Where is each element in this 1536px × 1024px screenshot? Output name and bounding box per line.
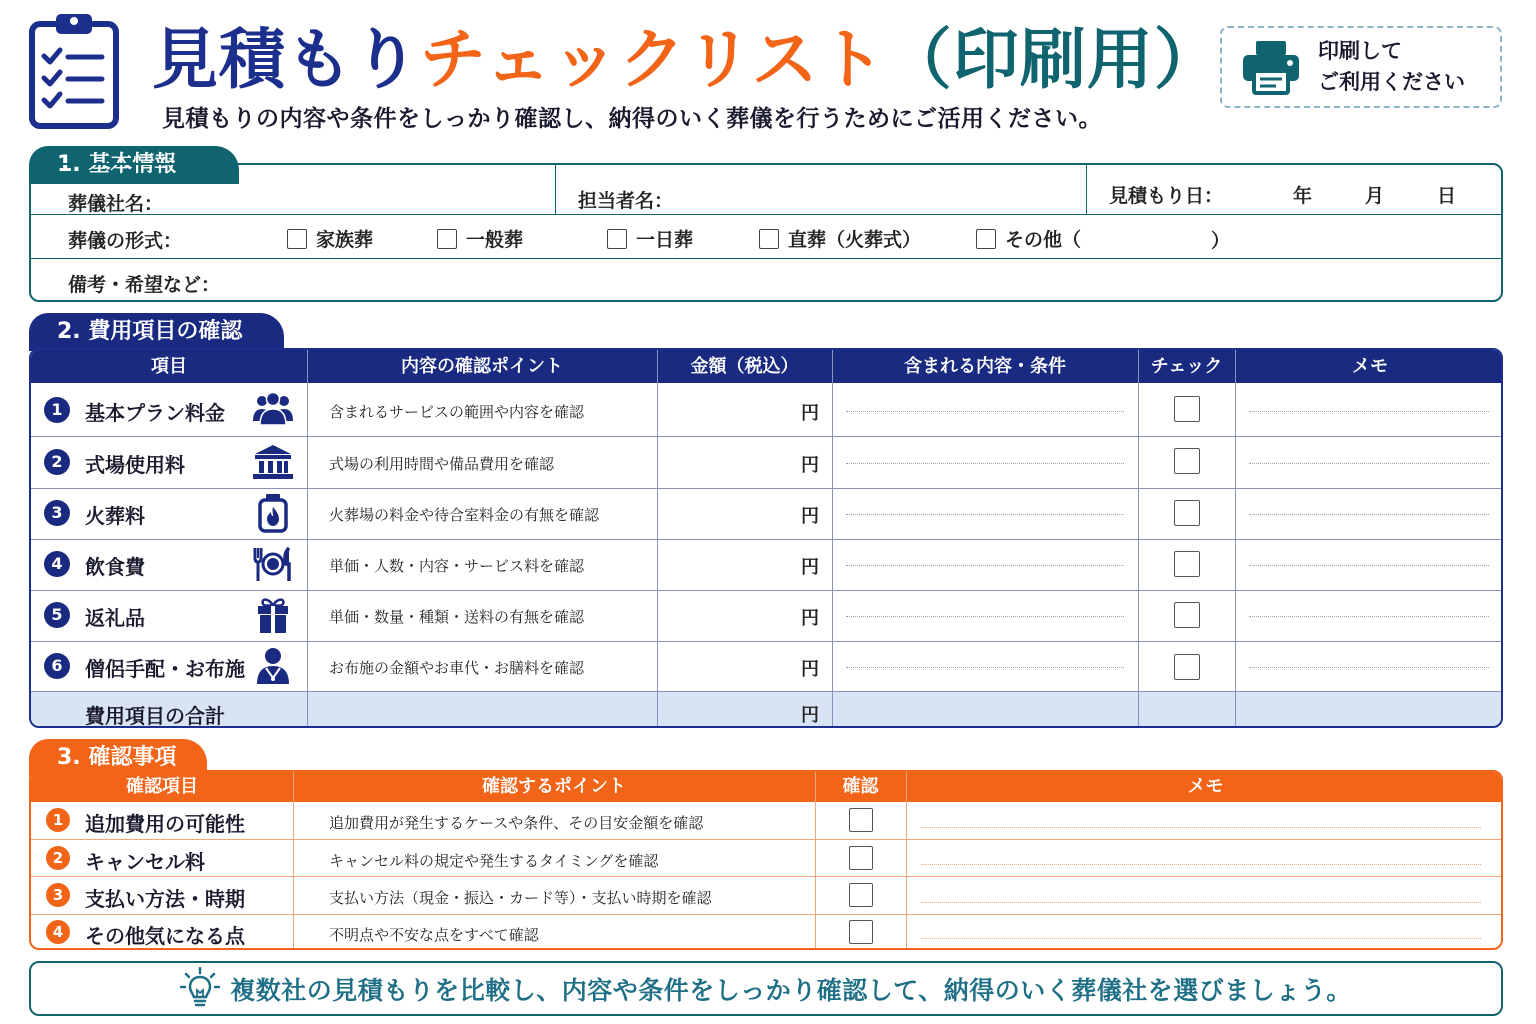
row-number: 2 xyxy=(44,449,70,475)
cost-check-checkbox[interactable] xyxy=(1174,448,1200,474)
type-option-general[interactable] xyxy=(437,225,523,252)
row-number: 1 xyxy=(44,397,70,423)
section2-tab: 2. 費用項目の確認 xyxy=(29,313,284,351)
print-notice-line1: 印刷して xyxy=(1318,39,1402,63)
confirm-item-point: 追加費用が発生するケースや条件、その目安金額を確認 xyxy=(329,814,704,832)
col-header-confirm-check: 確認 xyxy=(842,776,879,797)
cost-item-point: 含まれるサービスの範囲や内容を確認 xyxy=(329,403,585,421)
type-checkbox[interactable] xyxy=(607,229,627,249)
yen-unit: 円 xyxy=(801,403,819,424)
type-checkbox[interactable] xyxy=(976,229,996,249)
page-title xyxy=(152,10,1221,96)
yen-unit: 円 xyxy=(801,659,819,680)
col-header-check: チェック xyxy=(1150,356,1223,377)
row-number: 4 xyxy=(46,920,70,944)
footer-message: 複数社の見積もりを比較し、内容や条件をしっかり確認して、納得のいく葬儀社を選びましょう。 xyxy=(230,975,1352,1005)
confirm-item-point: 支払い方法（現金・振込・カード等）・支払い時期を確認 xyxy=(329,889,712,907)
confirmation-section xyxy=(29,770,1503,950)
confirm-checkbox[interactable] xyxy=(849,920,873,944)
col-header-confirm-memo: メモ xyxy=(1187,776,1224,797)
confirm-item-name: 支払い方法・時期 xyxy=(85,887,245,911)
cost-item-name: 僧侶手配・お布施 xyxy=(85,657,245,681)
type-option-label: 一般葬 xyxy=(466,229,524,251)
cost-item-name: 返礼品 xyxy=(85,606,145,630)
cost-item-name: 火葬料 xyxy=(85,504,145,528)
col-header-item: 項目 xyxy=(151,356,187,377)
col-header-amount: 金額（税込） xyxy=(690,356,799,377)
type-option-other[interactable] xyxy=(976,225,1081,252)
dining-icon xyxy=(251,544,295,584)
cost-check-checkbox[interactable] xyxy=(1174,602,1200,628)
row-number: 5 xyxy=(44,602,70,628)
cost-check-checkbox[interactable] xyxy=(1174,551,1200,577)
section3-tab: 3. 確認事項 xyxy=(29,739,207,777)
people-icon xyxy=(251,389,295,429)
print-notice xyxy=(1220,26,1502,108)
checklist-clipboard-icon xyxy=(28,10,120,130)
confirm-checkbox[interactable] xyxy=(849,846,873,870)
col-header-confirm-item: 確認項目 xyxy=(126,776,198,797)
print-notice-line2: ご利用ください xyxy=(1318,70,1465,94)
title-part-checklist: チェックリスト xyxy=(420,20,886,98)
type-option-label: 一日葬 xyxy=(636,229,694,251)
cost-check-checkbox[interactable] xyxy=(1174,396,1200,422)
cost-item-name: 式場使用料 xyxy=(85,453,185,477)
cost-item-name: 基本プラン料金 xyxy=(85,401,225,425)
type-option-oneday[interactable] xyxy=(607,225,693,252)
cost-total-yen: 円 xyxy=(801,705,819,726)
building-icon xyxy=(251,442,295,482)
cost-item-point: 式場の利用時間や備品費用を確認 xyxy=(329,455,555,473)
funeral-type-label: 葬儀の形式： xyxy=(68,230,183,252)
col-header-points: 内容の確認ポイント xyxy=(401,356,563,377)
confirm-item-point: 不明点や不安な点をすべて確認 xyxy=(329,926,539,944)
type-other-close: ） xyxy=(1211,230,1231,252)
basic-info-section xyxy=(29,163,1503,302)
footer-tip xyxy=(29,961,1503,1016)
row-number: 4 xyxy=(44,551,70,577)
title-part-estimate: 見積もり xyxy=(152,20,420,98)
section1-tab: 1. 基本情報 xyxy=(29,146,239,184)
row-number: 1 xyxy=(46,808,70,832)
confirm-item-point: キャンセル料の規定や発生するタイミングを確認 xyxy=(329,852,659,870)
cost-item-point: お布施の金額やお車代・お膳料を確認 xyxy=(329,659,585,677)
row-number: 3 xyxy=(44,500,70,526)
type-checkbox[interactable] xyxy=(437,229,457,249)
printer-icon xyxy=(1240,37,1302,97)
date-day-label: 日 xyxy=(1437,185,1457,207)
row-number: 2 xyxy=(46,846,70,870)
monk-icon xyxy=(251,646,295,686)
gift-icon xyxy=(251,595,295,635)
confirm-item-name: キャンセル料 xyxy=(85,850,205,874)
cost-item-point: 単価・人数・内容・サービス料を確認 xyxy=(329,557,585,575)
yen-unit: 円 xyxy=(801,506,819,527)
type-option-family[interactable] xyxy=(287,225,373,252)
type-checkbox[interactable] xyxy=(759,229,779,249)
funeral-company-label: 葬儀社名： xyxy=(68,193,164,215)
yen-unit: 円 xyxy=(801,455,819,476)
col-header-included: 含まれる内容・条件 xyxy=(904,356,1066,377)
yen-unit: 円 xyxy=(801,557,819,578)
confirm-checkbox[interactable] xyxy=(849,883,873,907)
estimate-date-label: 見積もり日： xyxy=(1109,185,1224,207)
cost-item-name: 飲食費 xyxy=(85,555,145,579)
type-option-label: 直葬（火葬式） xyxy=(788,229,922,251)
cost-item-point: 単価・数量・種類・送料の有無を確認 xyxy=(329,608,585,626)
confirm-item-name: その他気になる点 xyxy=(85,924,245,948)
cost-check-checkbox[interactable] xyxy=(1174,654,1200,680)
confirm-checkbox[interactable] xyxy=(849,808,873,832)
cost-items-section xyxy=(29,348,1503,728)
col-header-memo: メモ xyxy=(1352,356,1388,377)
col-header-confirm-point: 確認するポイント xyxy=(482,776,626,797)
row-number: 3 xyxy=(46,883,70,907)
yen-unit: 円 xyxy=(801,608,819,629)
lightbulb-icon xyxy=(180,967,220,1011)
type-option-label: 家族葬 xyxy=(316,229,374,251)
date-year-label: 年 xyxy=(1293,185,1313,207)
cost-item-point: 火葬場の料金や待合室料金の有無を確認 xyxy=(329,506,600,524)
cost-total-label: 費用項目の合計 xyxy=(85,704,225,728)
row-number: 6 xyxy=(44,653,70,679)
notes-label: 備考・希望など： xyxy=(68,274,221,296)
staff-name-label: 担当者名： xyxy=(578,190,674,212)
urn-flame-icon xyxy=(251,493,295,533)
confirm-item-name: 追加費用の可能性 xyxy=(85,812,245,836)
title-part-print: （印刷用） xyxy=(885,20,1221,98)
cost-total-row xyxy=(31,691,1501,728)
type-option-direct[interactable] xyxy=(759,225,921,252)
cost-check-checkbox[interactable] xyxy=(1174,500,1200,526)
type-checkbox[interactable] xyxy=(287,229,307,249)
type-option-label: その他（ xyxy=(1005,229,1082,251)
date-month-label: 月 xyxy=(1365,185,1385,207)
page-subtitle: 見積もりの内容や条件をしっかり確認し、納得のいく葬儀を行うためにご活用ください。 xyxy=(162,106,1102,132)
